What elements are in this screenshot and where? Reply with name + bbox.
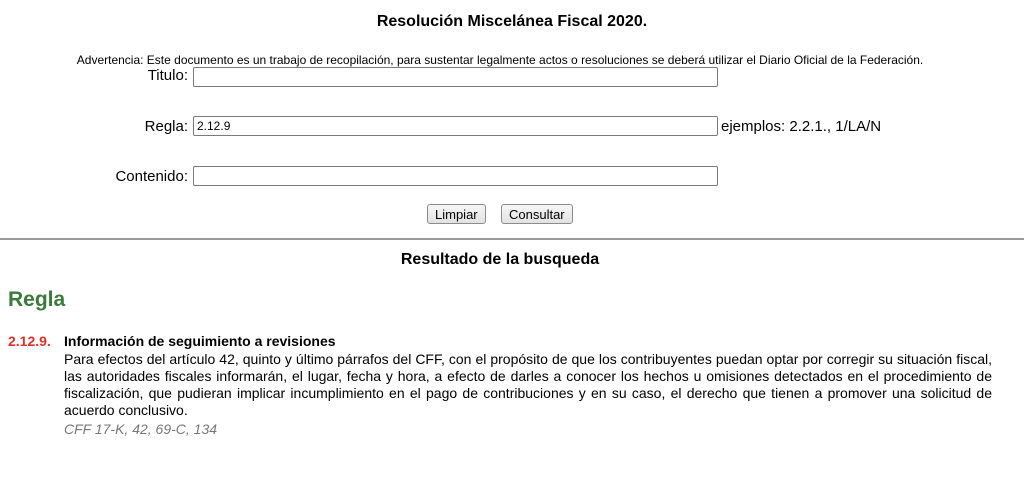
titulo-input[interactable]	[193, 67, 718, 87]
regla-hint: ejemplos: 2.2.1., 1/LA/N	[721, 118, 882, 135]
contenido-label: Contenido:	[115, 168, 188, 185]
section-heading: Regla	[8, 288, 66, 311]
regla-input[interactable]	[193, 116, 718, 136]
rule-number: 2.12.9.	[8, 333, 51, 349]
warning-notice: Advertencia: Este documento es un trabajo de recopilación, para sustentar legalmente actos o resoluciones se deberá utilizar el Diario Oficial de la Federación.	[76, 53, 924, 67]
rule-reference: CFF 17-K, 42, 69-C, 134	[64, 421, 218, 437]
page-title: Resolución Miscelánea Fiscal 2020.	[376, 13, 648, 30]
contenido-input[interactable]	[193, 166, 718, 186]
regla-label: Regla:	[144, 118, 188, 135]
clear-button[interactable]: Limpiar	[427, 204, 486, 224]
results-heading: Resultado de la busqueda	[400, 251, 600, 268]
submit-button[interactable]: Consultar	[501, 204, 573, 224]
rule-body: Para efectos del artículo 42, quinto y último párrafos del CFF, con el propósito de que los contribuyentes puedan optar por corregir su situación fiscal, las autoridades fiscales informarán, el lugar, fecha y hora, a efecto de darles a conocer los hechos u omisiones detectados en el procedimiento de fiscalización, que pudieran implicar incumplimiento en el pago de contribuciones y en su caso, el derecho que tienen a promover una solicitud de acuerdo conclusivo.	[64, 351, 992, 418]
divider	[0, 238, 1024, 240]
titulo-label: Titulo:	[147, 67, 188, 84]
rule-title: Información de seguimiento a revisiones	[64, 333, 336, 349]
